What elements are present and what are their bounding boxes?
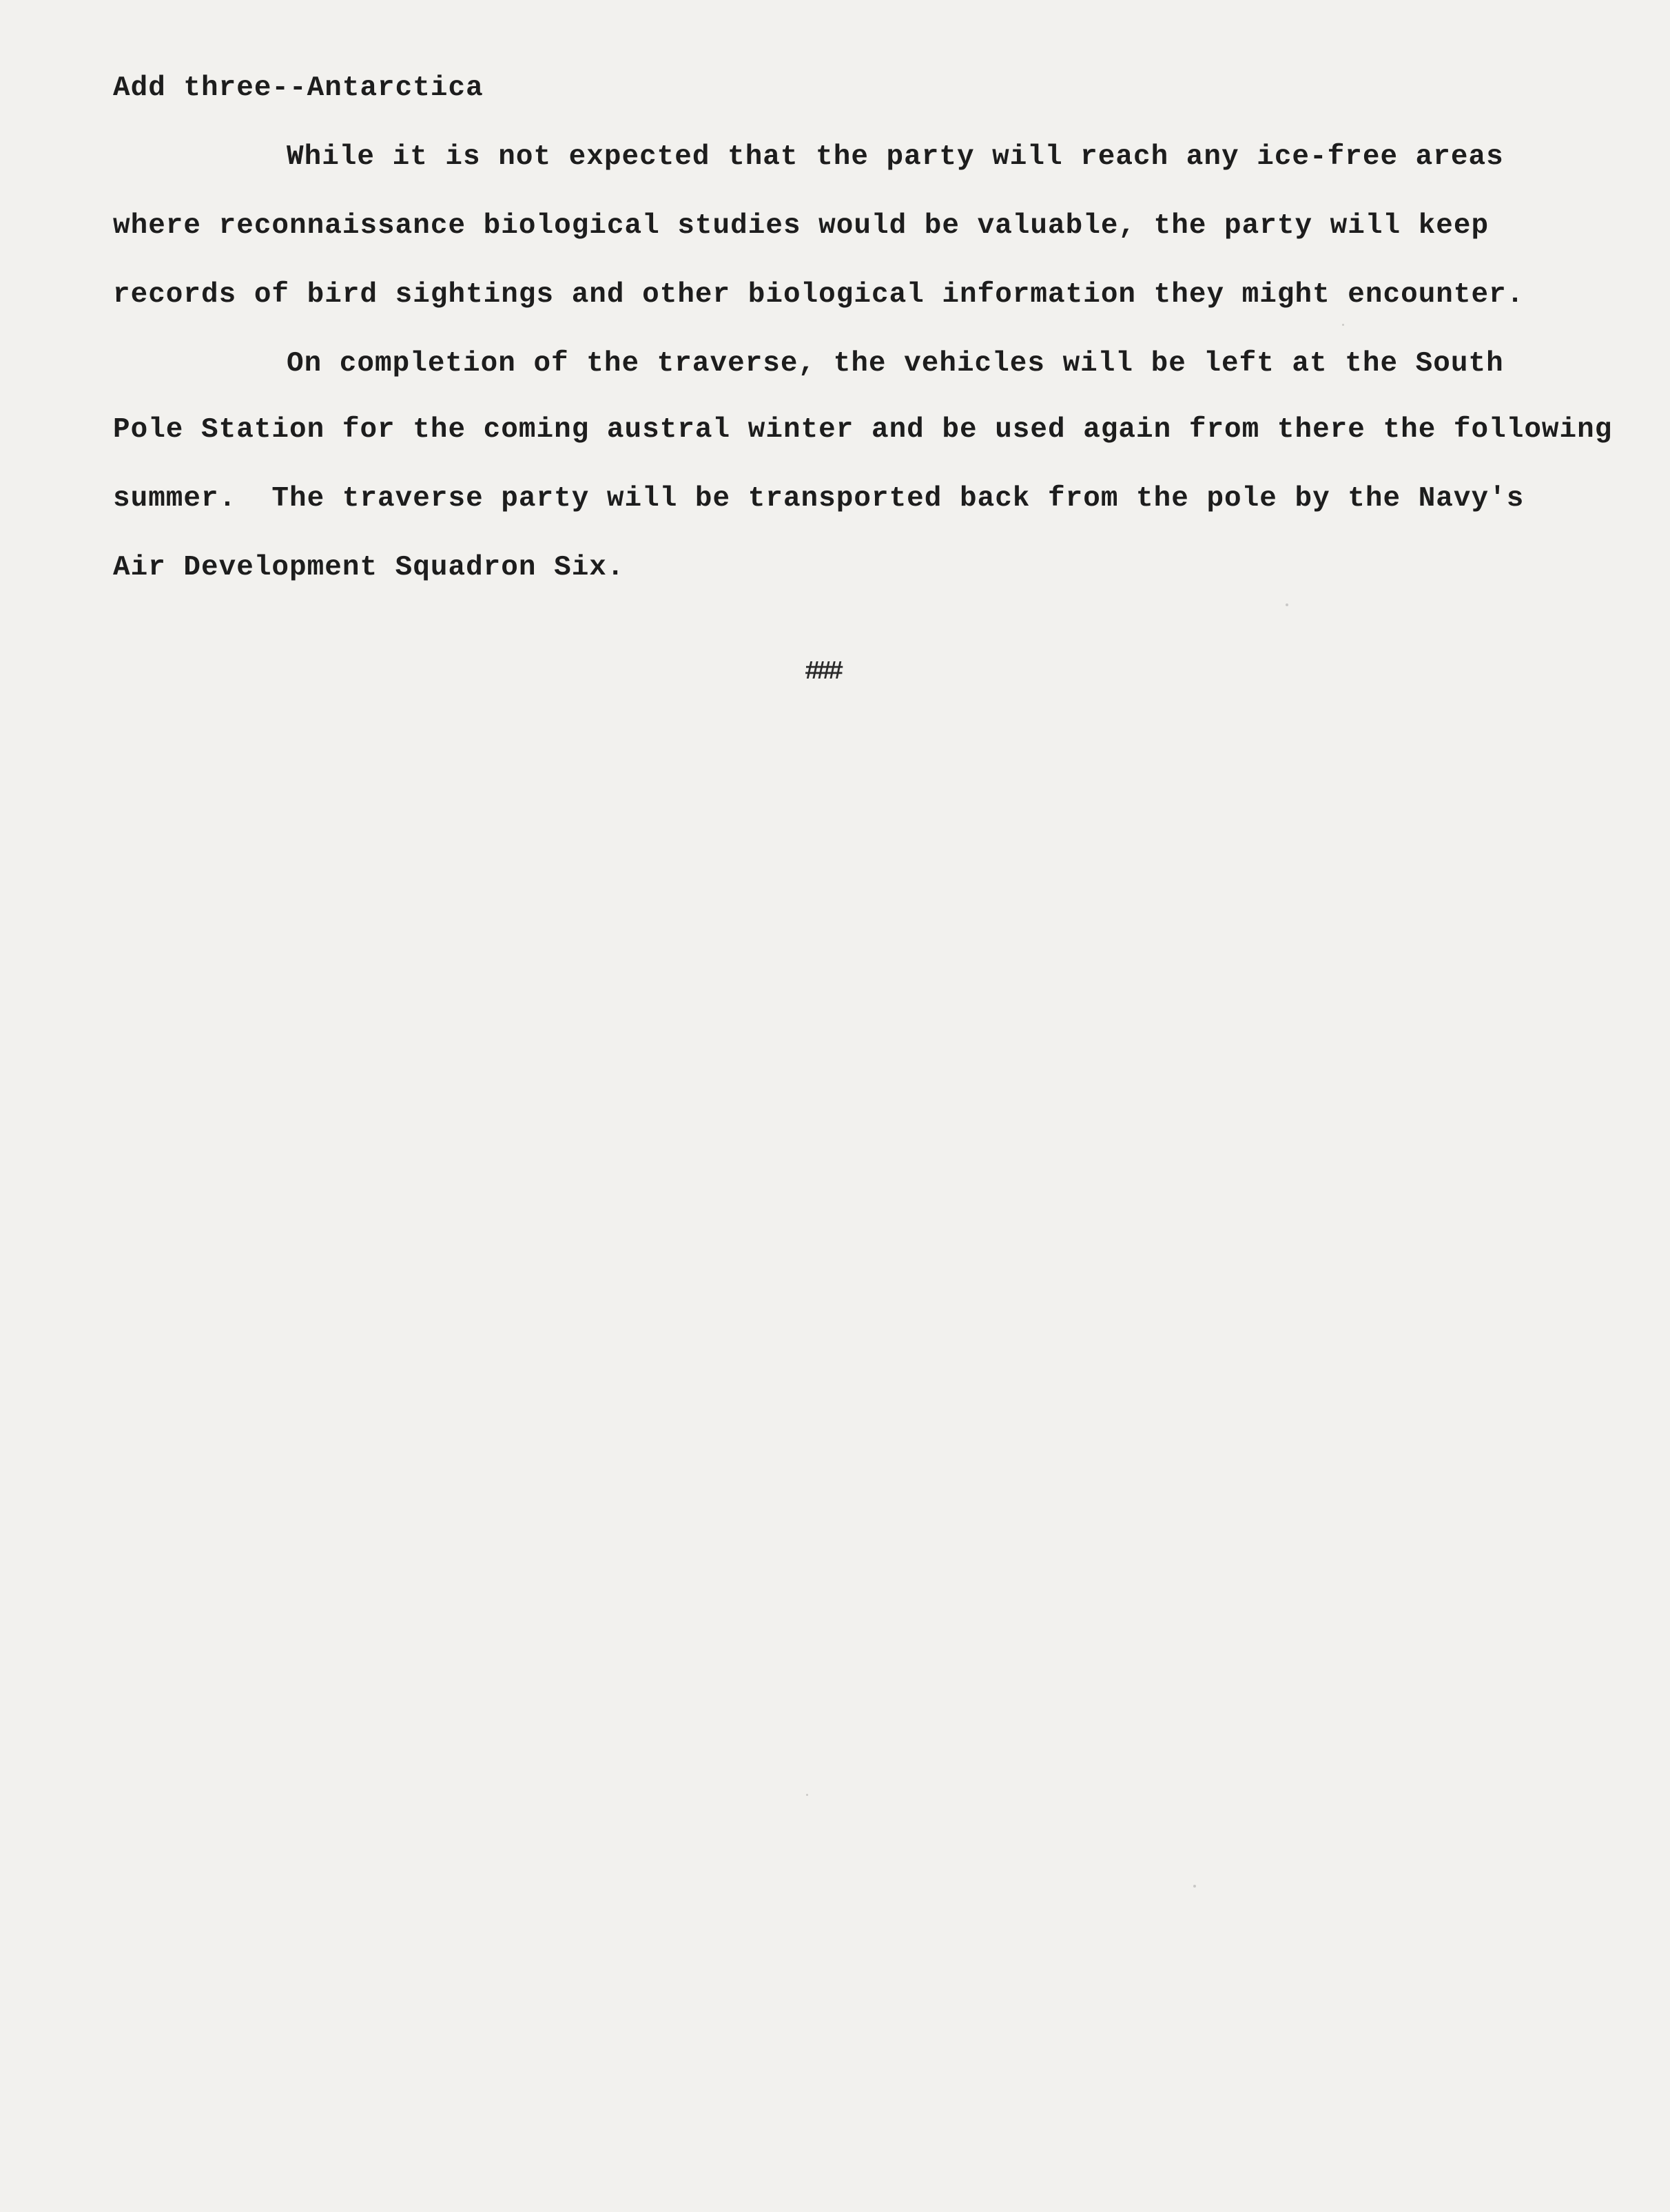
end-mark: ###	[805, 657, 840, 687]
paragraph-2-line-3: summer. The traverse party will be transported back from the pole by the Navy's	[113, 483, 1525, 515]
document-header: Add three--Antarctica	[113, 72, 484, 104]
paragraph-2-line-4: Air Development Squadron Six.	[113, 552, 625, 583]
paper-speck	[1193, 1885, 1196, 1888]
paper-speck	[806, 1794, 808, 1796]
paragraph-2-line-1: On completion of the traverse, the vehicles will be left at the South	[287, 348, 1504, 380]
paragraph-1-line-3: records of bird sightings and other biological information they might encounter.	[113, 279, 1525, 311]
paper-speck	[1286, 603, 1288, 606]
paragraph-2-line-2: Pole Station for the coming austral winter and be used again from there the following	[113, 414, 1613, 446]
paragraph-1-line-2: where reconnaissance biological studies would be valuable, the party will keep	[113, 210, 1489, 242]
paper-speck	[1342, 324, 1344, 326]
paragraph-1-line-1: While it is not expected that the party will reach any ice-free areas	[287, 141, 1504, 173]
